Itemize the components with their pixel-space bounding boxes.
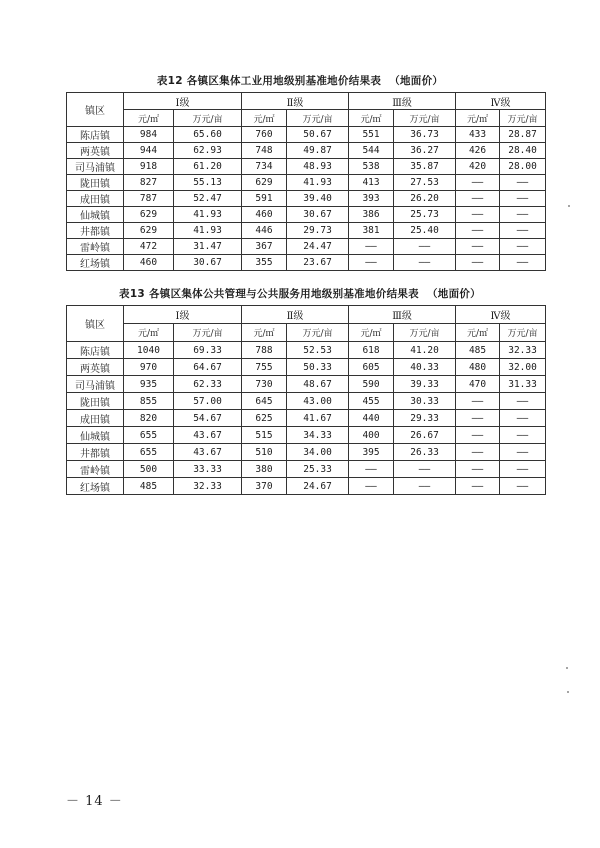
- price-per-sqm-cell: 440: [349, 410, 394, 427]
- table-row: [67, 239, 546, 255]
- price-per-sqm-cell: ——: [456, 393, 500, 410]
- price-per-sqm-cell: ——: [456, 223, 500, 239]
- price-per-sqm-cell: 944: [124, 143, 174, 159]
- price-per-mu-cell: 26.20: [394, 191, 456, 207]
- town-name-cell: 陇田镇: [67, 393, 124, 410]
- town-name-cell: 雷岭镇: [67, 239, 124, 255]
- price-per-mu-cell: 35.87: [394, 159, 456, 175]
- price-per-sqm-cell: ——: [456, 255, 500, 271]
- level-header: Ⅲ级: [349, 93, 456, 110]
- town-name-cell: 红场镇: [67, 478, 124, 495]
- price-per-mu-cell: 34.33: [287, 427, 349, 444]
- town-name-cell: 司马浦镇: [67, 376, 124, 393]
- price-per-mu-cell: 32.33: [174, 478, 242, 495]
- price-per-mu-cell: 55.13: [174, 175, 242, 191]
- price-per-mu-cell: ——: [500, 223, 546, 239]
- price-per-sqm-cell: 400: [349, 427, 394, 444]
- price-per-mu-cell: ——: [394, 461, 456, 478]
- price-per-sqm-cell: 760: [242, 127, 287, 143]
- scan-speck: [566, 667, 568, 669]
- price-per-sqm-cell: 370: [242, 478, 287, 495]
- price-per-sqm-cell: 367: [242, 239, 287, 255]
- price-per-mu-cell: 30.33: [394, 393, 456, 410]
- price-per-mu-cell: 36.27: [394, 143, 456, 159]
- price-per-sqm-cell: 788: [242, 342, 287, 359]
- price-per-sqm-cell: 629: [242, 175, 287, 191]
- price-per-sqm-cell: 538: [349, 159, 394, 175]
- price-per-mu-cell: ——: [500, 461, 546, 478]
- price-per-mu-cell: 65.60: [174, 127, 242, 143]
- price-per-sqm-cell: 544: [349, 143, 394, 159]
- unit-header: 元/㎡: [349, 110, 394, 127]
- price-per-sqm-cell: 855: [124, 393, 174, 410]
- price-per-mu-cell: 50.67: [287, 127, 349, 143]
- price-per-mu-cell: 69.33: [174, 342, 242, 359]
- price-per-mu-cell: 50.33: [287, 359, 349, 376]
- price-per-sqm-cell: 470: [456, 376, 500, 393]
- table-row: [67, 376, 546, 393]
- town-name-cell: 司马浦镇: [67, 159, 124, 175]
- price-per-mu-cell: 52.47: [174, 191, 242, 207]
- price-per-sqm-cell: 655: [124, 444, 174, 461]
- price-per-sqm-cell: 426: [456, 143, 500, 159]
- price-per-sqm-cell: 605: [349, 359, 394, 376]
- price-per-sqm-cell: 984: [124, 127, 174, 143]
- price-per-sqm-cell: 500: [124, 461, 174, 478]
- price-per-mu-cell: 43.67: [174, 427, 242, 444]
- price-per-sqm-cell: 625: [242, 410, 287, 427]
- price-per-sqm-cell: 433: [456, 127, 500, 143]
- table-row: [67, 393, 546, 410]
- town-name-cell: 雷岭镇: [67, 461, 124, 478]
- price-per-mu-cell: 27.53: [394, 175, 456, 191]
- price-per-mu-cell: ——: [500, 191, 546, 207]
- level-header: Ⅰ级: [124, 93, 242, 110]
- table12: [66, 92, 546, 271]
- unit-header: 万元/亩: [174, 324, 242, 342]
- unit-header: 万元/亩: [287, 324, 349, 342]
- unit-header: 万元/亩: [287, 110, 349, 127]
- unit-header: 万元/亩: [500, 110, 546, 127]
- price-per-mu-cell: 39.33: [394, 376, 456, 393]
- town-name-cell: 仙城镇: [67, 427, 124, 444]
- price-per-mu-cell: 25.73: [394, 207, 456, 223]
- corner-label: 镇区: [67, 93, 124, 127]
- unit-header: 元/㎡: [456, 110, 500, 127]
- price-per-mu-cell: 25.40: [394, 223, 456, 239]
- price-per-sqm-cell: ——: [456, 175, 500, 191]
- corner-label: 镇区: [67, 306, 124, 342]
- table-row: [67, 359, 546, 376]
- price-per-mu-cell: 29.73: [287, 223, 349, 239]
- price-per-sqm-cell: 460: [124, 255, 174, 271]
- table13-caption-note: （地面价）: [426, 288, 481, 300]
- unit-header: 万元/亩: [394, 110, 456, 127]
- price-per-mu-cell: 54.67: [174, 410, 242, 427]
- price-per-sqm-cell: 510: [242, 444, 287, 461]
- price-per-sqm-cell: 393: [349, 191, 394, 207]
- price-per-mu-cell: ——: [394, 239, 456, 255]
- price-per-sqm-cell: 734: [242, 159, 287, 175]
- level-header: Ⅰ级: [124, 306, 242, 324]
- price-per-mu-cell: ——: [500, 410, 546, 427]
- price-per-mu-cell: 28.00: [500, 159, 546, 175]
- price-per-mu-cell: ——: [500, 255, 546, 271]
- price-per-mu-cell: ——: [500, 444, 546, 461]
- table-row: [67, 444, 546, 461]
- town-name-cell: 陈店镇: [67, 127, 124, 143]
- town-name-cell: 两英镇: [67, 359, 124, 376]
- price-per-sqm-cell: 380: [242, 461, 287, 478]
- price-per-sqm-cell: 515: [242, 427, 287, 444]
- price-per-mu-cell: 24.47: [287, 239, 349, 255]
- price-per-mu-cell: 24.67: [287, 478, 349, 495]
- price-per-mu-cell: 32.33: [500, 342, 546, 359]
- town-name-cell: 两英镇: [67, 143, 124, 159]
- price-per-mu-cell: 28.40: [500, 143, 546, 159]
- price-per-sqm-cell: 485: [124, 478, 174, 495]
- level-header: Ⅲ级: [349, 306, 456, 324]
- table-row: [67, 342, 546, 359]
- price-per-sqm-cell: ——: [349, 478, 394, 495]
- price-per-sqm-cell: 755: [242, 359, 287, 376]
- price-per-sqm-cell: 386: [349, 207, 394, 223]
- price-per-mu-cell: 31.47: [174, 239, 242, 255]
- table-row: [67, 427, 546, 444]
- price-per-mu-cell: ——: [500, 239, 546, 255]
- price-per-sqm-cell: 970: [124, 359, 174, 376]
- price-per-mu-cell: 57.00: [174, 393, 242, 410]
- price-per-sqm-cell: 935: [124, 376, 174, 393]
- price-per-sqm-cell: 918: [124, 159, 174, 175]
- price-per-sqm-cell: ——: [456, 444, 500, 461]
- price-per-mu-cell: 25.33: [287, 461, 349, 478]
- table-row: [67, 159, 546, 175]
- price-per-mu-cell: 31.33: [500, 376, 546, 393]
- level-header: Ⅱ级: [242, 93, 349, 110]
- price-per-sqm-cell: 748: [242, 143, 287, 159]
- price-per-sqm-cell: 472: [124, 239, 174, 255]
- price-per-sqm-cell: 551: [349, 127, 394, 143]
- table-row: [67, 191, 546, 207]
- price-per-sqm-cell: 480: [456, 359, 500, 376]
- price-per-mu-cell: 34.00: [287, 444, 349, 461]
- table13-title: 表13 各镇区集体公共管理与公共服务用地级别基准地价结果表: [119, 288, 419, 300]
- price-per-mu-cell: 41.93: [174, 223, 242, 239]
- unit-header: 元/㎡: [124, 324, 174, 342]
- price-per-sqm-cell: 730: [242, 376, 287, 393]
- price-per-sqm-cell: ——: [456, 239, 500, 255]
- price-per-mu-cell: ——: [500, 478, 546, 495]
- level-header: Ⅳ级: [456, 93, 546, 110]
- price-per-sqm-cell: ——: [456, 410, 500, 427]
- price-per-mu-cell: ——: [500, 175, 546, 191]
- price-per-mu-cell: 28.87: [500, 127, 546, 143]
- table12-title: 表12 各镇区集体工业用地级别基准地价结果表: [156, 75, 382, 87]
- price-per-mu-cell: 32.00: [500, 359, 546, 376]
- price-per-sqm-cell: 446: [242, 223, 287, 239]
- price-per-mu-cell: ——: [500, 427, 546, 444]
- price-per-mu-cell: 39.40: [287, 191, 349, 207]
- price-per-mu-cell: 48.93: [287, 159, 349, 175]
- town-name-cell: 井都镇: [67, 223, 124, 239]
- price-per-mu-cell: 33.33: [174, 461, 242, 478]
- price-per-sqm-cell: ——: [349, 461, 394, 478]
- price-per-sqm-cell: 590: [349, 376, 394, 393]
- price-per-mu-cell: 43.67: [174, 444, 242, 461]
- price-per-sqm-cell: ——: [456, 427, 500, 444]
- price-per-sqm-cell: 655: [124, 427, 174, 444]
- price-per-sqm-cell: ——: [456, 461, 500, 478]
- page-number: － 14 －: [66, 794, 123, 809]
- level-header: Ⅳ级: [456, 306, 546, 324]
- price-per-mu-cell: 41.93: [287, 175, 349, 191]
- price-per-mu-cell: 23.67: [287, 255, 349, 271]
- price-per-mu-cell: 26.67: [394, 427, 456, 444]
- unit-header: 元/㎡: [349, 324, 394, 342]
- table-row: [67, 255, 546, 271]
- price-per-mu-cell: 40.33: [394, 359, 456, 376]
- price-per-sqm-cell: 485: [456, 342, 500, 359]
- price-per-mu-cell: 29.33: [394, 410, 456, 427]
- table13: [66, 305, 546, 495]
- price-per-mu-cell: 30.67: [174, 255, 242, 271]
- unit-header: 万元/亩: [174, 110, 242, 127]
- town-name-cell: 陇田镇: [67, 175, 124, 191]
- price-per-sqm-cell: 629: [124, 223, 174, 239]
- price-per-sqm-cell: 455: [349, 393, 394, 410]
- price-per-sqm-cell: 395: [349, 444, 394, 461]
- price-per-sqm-cell: 629: [124, 207, 174, 223]
- price-per-sqm-cell: 645: [242, 393, 287, 410]
- price-per-mu-cell: ——: [394, 478, 456, 495]
- price-per-sqm-cell: 460: [242, 207, 287, 223]
- price-per-sqm-cell: 413: [349, 175, 394, 191]
- price-per-sqm-cell: 787: [124, 191, 174, 207]
- town-name-cell: 陈店镇: [67, 342, 124, 359]
- table-row: [67, 223, 546, 239]
- unit-header: 元/㎡: [124, 110, 174, 127]
- table12-caption: [0, 73, 600, 88]
- price-per-sqm-cell: 1040: [124, 342, 174, 359]
- table-row: [67, 143, 546, 159]
- unit-header: 元/㎡: [242, 110, 287, 127]
- table12-caption-note: （地面价）: [389, 75, 444, 87]
- table-row: [67, 461, 546, 478]
- scan-speck: [568, 205, 570, 207]
- table13-caption: [0, 286, 600, 301]
- price-per-mu-cell: 48.67: [287, 376, 349, 393]
- price-per-sqm-cell: 355: [242, 255, 287, 271]
- scan-speck: [567, 691, 569, 693]
- price-per-sqm-cell: ——: [349, 239, 394, 255]
- unit-header: 元/㎡: [242, 324, 287, 342]
- table-row: [67, 410, 546, 427]
- price-per-mu-cell: 41.93: [174, 207, 242, 223]
- unit-header: 万元/亩: [500, 324, 546, 342]
- price-per-mu-cell: 62.33: [174, 376, 242, 393]
- table-row: [67, 207, 546, 223]
- price-per-mu-cell: 36.73: [394, 127, 456, 143]
- price-per-mu-cell: 26.33: [394, 444, 456, 461]
- town-name-cell: 仙城镇: [67, 207, 124, 223]
- price-per-mu-cell: ——: [394, 255, 456, 271]
- price-per-mu-cell: 64.67: [174, 359, 242, 376]
- price-per-mu-cell: 61.20: [174, 159, 242, 175]
- town-name-cell: 红场镇: [67, 255, 124, 271]
- price-per-sqm-cell: 820: [124, 410, 174, 427]
- table-row: [67, 127, 546, 143]
- price-per-sqm-cell: 618: [349, 342, 394, 359]
- price-per-sqm-cell: ——: [456, 478, 500, 495]
- price-per-sqm-cell: 591: [242, 191, 287, 207]
- unit-header: 元/㎡: [456, 324, 500, 342]
- price-per-mu-cell: 49.87: [287, 143, 349, 159]
- price-per-sqm-cell: 381: [349, 223, 394, 239]
- price-per-sqm-cell: ——: [456, 207, 500, 223]
- price-per-sqm-cell: 420: [456, 159, 500, 175]
- town-name-cell: 成田镇: [67, 191, 124, 207]
- price-per-mu-cell: ——: [500, 393, 546, 410]
- table-row: [67, 478, 546, 495]
- price-per-mu-cell: 52.53: [287, 342, 349, 359]
- price-per-mu-cell: 43.00: [287, 393, 349, 410]
- price-per-sqm-cell: 827: [124, 175, 174, 191]
- town-name-cell: 井都镇: [67, 444, 124, 461]
- level-header: Ⅱ级: [242, 306, 349, 324]
- price-per-mu-cell: 41.67: [287, 410, 349, 427]
- price-per-mu-cell: 30.67: [287, 207, 349, 223]
- price-per-sqm-cell: ——: [456, 191, 500, 207]
- price-per-mu-cell: ——: [500, 207, 546, 223]
- unit-header: 万元/亩: [394, 324, 456, 342]
- price-per-sqm-cell: ——: [349, 255, 394, 271]
- table-row: [67, 175, 546, 191]
- town-name-cell: 成田镇: [67, 410, 124, 427]
- price-per-mu-cell: 41.20: [394, 342, 456, 359]
- price-per-mu-cell: 62.93: [174, 143, 242, 159]
